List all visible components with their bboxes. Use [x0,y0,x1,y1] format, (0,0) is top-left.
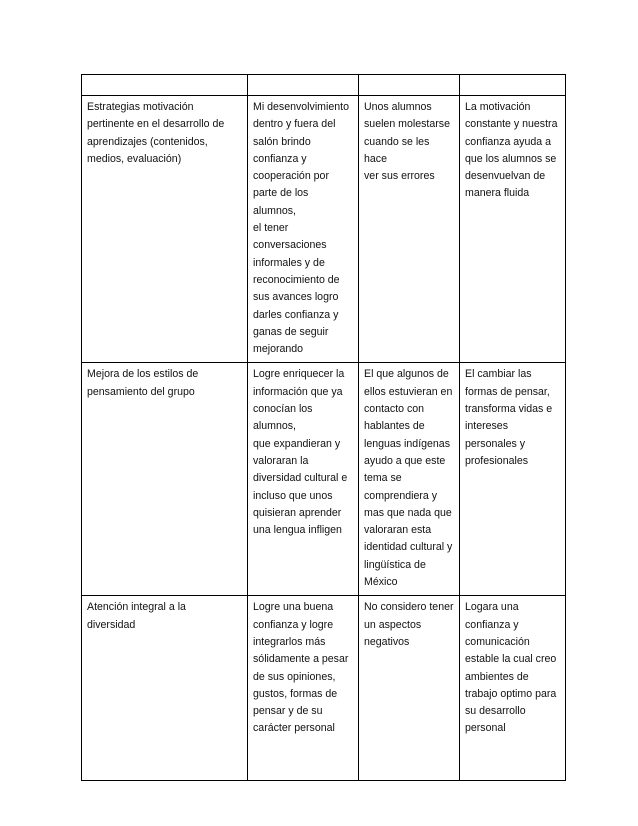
strategy-cell [82,363,248,596]
header-cell [248,75,359,96]
conclusion-cell [460,363,566,596]
table-row [82,596,566,781]
cell-text: Logre enriquecer la información que ya conocían los alumnos, que expandieran y valoraran la diversidad cultural e incluso que unos quisieran aprender una lengua infligen [253,368,348,537]
cell-text: Mejora de los estilos de pensamiento del grupo [87,368,199,398]
cell-text: El que algunos de ellos estuvieran en contacto con hablantes de lenguas indígenas ayudo a que este tema se comprendiera y mas que nada que valoraran esta identidad cultural y lingüística de México [364,368,453,589]
difficulty-cell [359,96,460,363]
conclusion-cell [460,96,566,363]
conclusion-cell [460,596,566,781]
cell-text: La motivación constante y nuestra confianza ayuda a que los alumnos se desenvuelvan de manera fluida [465,101,558,200]
achievement-cell [248,596,359,781]
cell-text: No considero tener un aspectos negativos [364,601,454,648]
achievement-cell [248,96,359,363]
table-header-row [82,75,566,96]
reflection-table [81,74,566,781]
header-cell [359,75,460,96]
cell-text: Logre una buena confianza y logre integrarlos más sólidamente a pesar de sus opiniones, gustos, formas de pensar y de su carácter personal [253,601,349,735]
cell-text: El cambiar las formas de pensar, transforma vidas e intereses personales y profesionales [465,368,553,467]
table-row [82,363,566,596]
cell-text: Unos alumnos suelen molestarse cuando se les hace ver sus errores [364,101,450,183]
difficulty-cell [359,596,460,781]
table-row [82,96,566,363]
achievement-cell [248,363,359,596]
cell-text: Logara una confianza y comunicación estable la cual creo ambientes de trabajo optimo para su desarrollo personal [465,601,557,735]
strategy-cell [82,596,248,781]
difficulty-cell [359,363,460,596]
cell-text: Atención integral a la diversidad [87,601,186,631]
header-cell [460,75,566,96]
header-cell [82,75,248,96]
strategy-cell [82,96,248,363]
cell-text: Mi desenvolvimiento dentro y fuera del salón brindo confianza y cooperación por parte de los alumnos, el tener conversaciones informales y de reconocimiento de sus avances logro darles confianza y ganas de seguir mejorando [253,101,349,356]
cell-text: Estrategias motivación pertinente en el desarrollo de aprendizajes (contenidos, medios, evaluación) [87,101,225,165]
